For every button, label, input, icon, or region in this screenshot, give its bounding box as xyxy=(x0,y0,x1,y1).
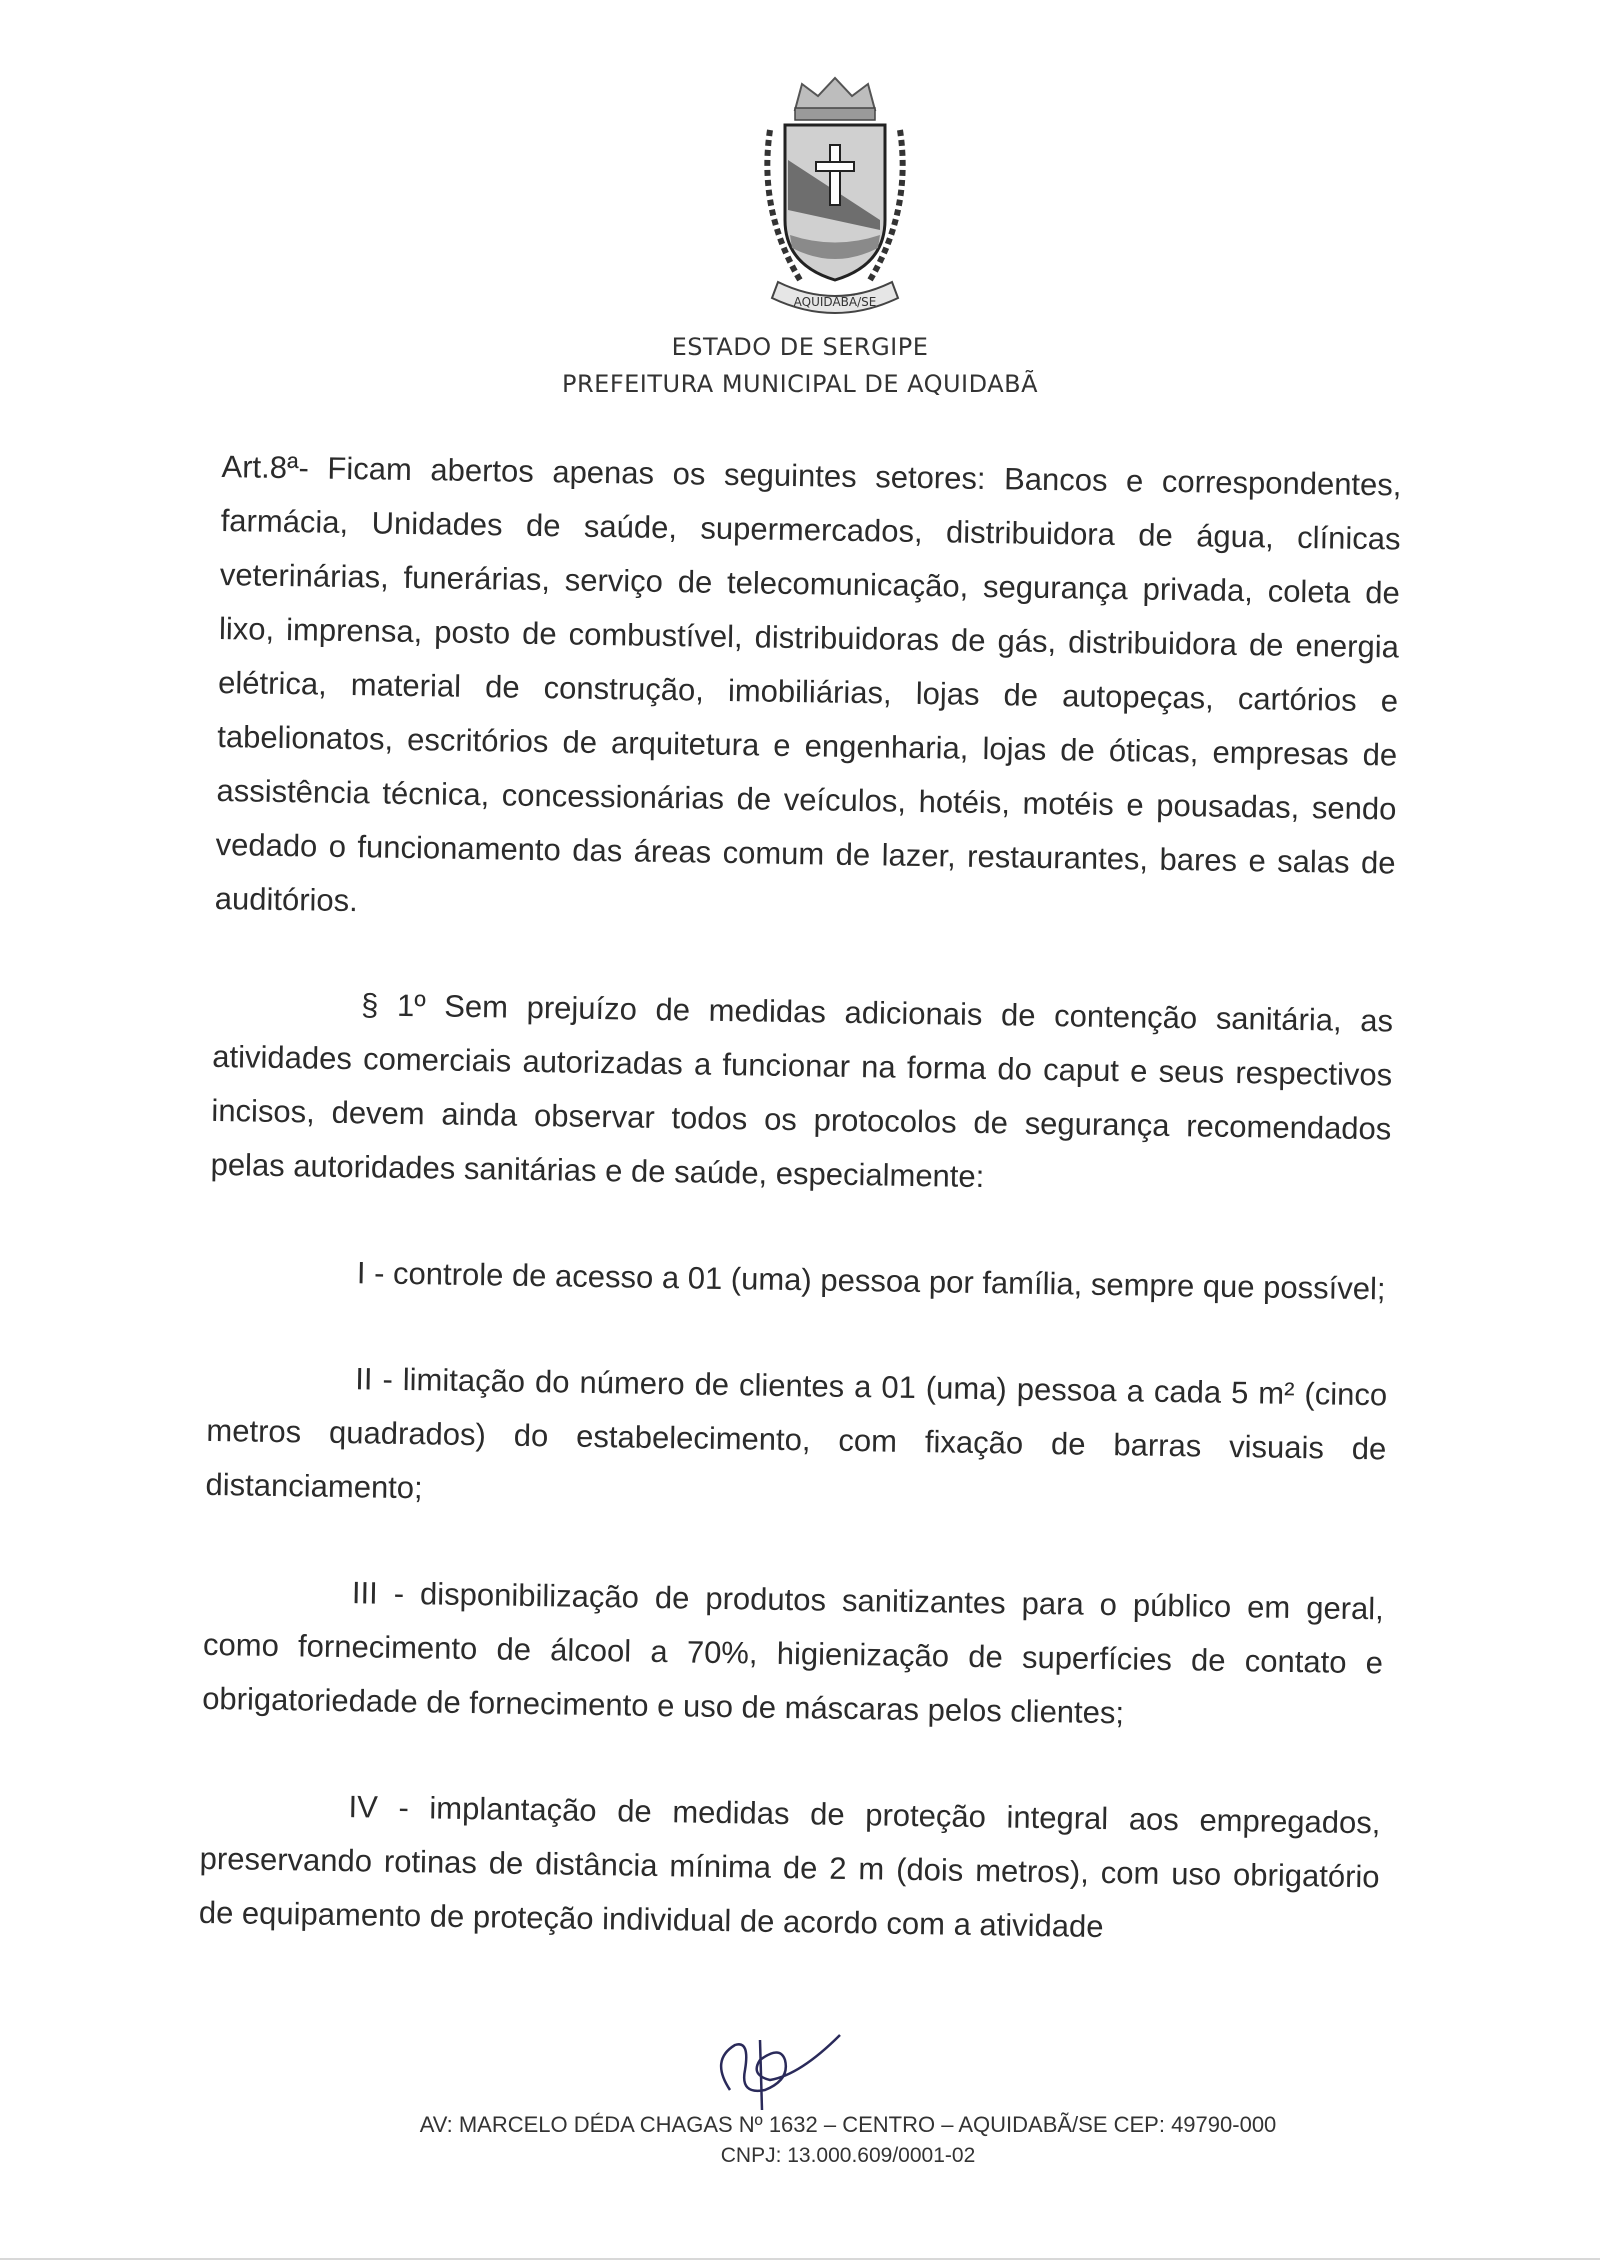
svg-text:AQUIDABÃ/SE: AQUIDABÃ/SE xyxy=(793,295,877,309)
inciso-4-text: IV - implantação de medidas de proteção integral aos empregados, preservando rotinas de distância mínima de 2 m (dois metros), com uso obrigatório de equipamento de proteção individual de acordo com a atividade xyxy=(198,1789,1381,1945)
paragraph-1-text: § 1º Sem prejuízo de medidas adicionais de contenção sanitária, as atividades comerciais autorizadas a funcionar na forma do caput e seus respectivos incisos, devem ainda observar todos os protocolos de segurança recomendados pelas autoridades sanitárias e de saúde, especialmente: xyxy=(210,987,1394,1195)
signature-icon xyxy=(690,2020,850,2120)
footer-cnpj: CNPJ: 13.000.609/0001-02 xyxy=(720,2144,976,2167)
scan-edge-divider xyxy=(0,2258,1600,2260)
inciso-2-text: II - limitação do número de clientes a 01 (uma) pessoa a cada 5 m² (cinco metros quadrados) do estabelecimento, com fixação de barras visuais de distanciamento; xyxy=(205,1361,1388,1506)
handwritten-initials xyxy=(690,2020,850,2120)
document-body xyxy=(198,440,1401,1958)
coat-of-arms-icon xyxy=(740,70,930,330)
inciso-1-text: I - controle de acesso a 01 (uma) pessoa por família, sempre que possível; xyxy=(356,1255,1386,1307)
municipal-coat-of-arms xyxy=(740,70,930,330)
state-name: ESTADO DE SERGIPE xyxy=(671,333,929,361)
inciso-3-text: III - disponibilização de produtos sanitizantes para o público em geral, como fornecimento de álcool a 70%, higienização de superfícies de contato e obrigatoriedade de fornecimento e uso de máscaras pelos clientes; xyxy=(201,1575,1385,1731)
footer-address: AV: MARCELO DÉDA CHAGAS Nº 1632 – CENTRO – AQUIDABÃ/SE CEP: 49790-000 xyxy=(419,2112,1277,2137)
municipality-name: PREFEITURA MUNICIPAL DE AQUIDABÃ xyxy=(562,370,1038,398)
article-8-text: Art.8ª- Ficam abertos apenas os seguintes setores: Bancos e correspondentes, farmácia, Unidades de saúde, supermercados, distribuidora de água, clínicas veterinárias, funerárias, serviço de telecomunicação, segurança privada, coleta de lixo, imprensa, posto de combustível, distribuidoras de gás, distribuidora de energia elétrica, material de construção, imobiliárias, lojas de autopeças, cartórios e tabelionatos, escritórios de arquitetura e engenharia, lojas de óticas, empresas de assistência técnica, concessionárias de veículos, hotéis, motéis e pousadas, sendo vedado o funcionamento das áreas comum de lazer, restaurantes, bares e salas de auditórios. xyxy=(214,448,1402,919)
